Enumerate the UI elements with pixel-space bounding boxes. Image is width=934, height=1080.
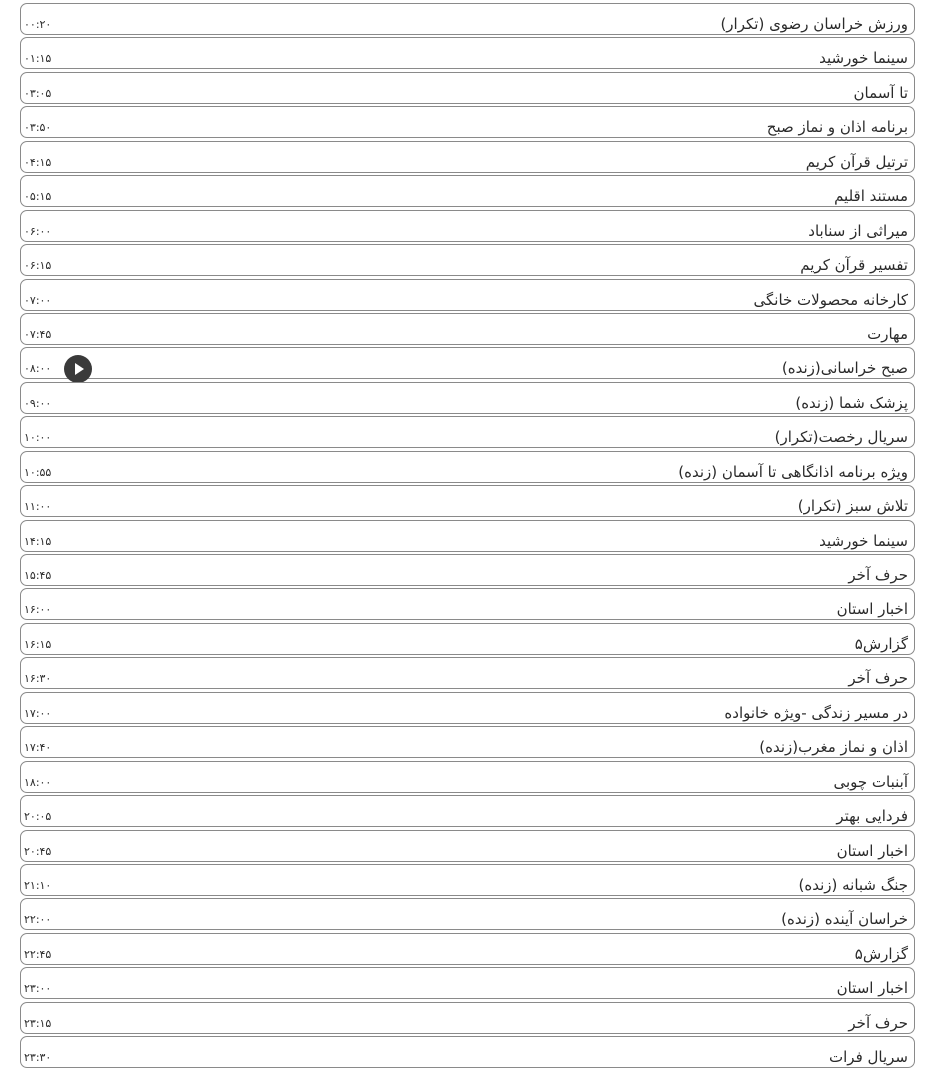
schedule-row[interactable] xyxy=(20,795,915,827)
program-time: ۰۵:۱۵ xyxy=(24,190,52,204)
schedule-row[interactable] xyxy=(20,520,915,552)
program-title: ترتیل قرآن کریم xyxy=(805,152,908,171)
program-title: میراثی از سناباد xyxy=(808,221,908,240)
schedule-row[interactable] xyxy=(20,864,915,896)
schedule-row[interactable] xyxy=(20,898,915,930)
program-time: ۲۱:۱۰ xyxy=(24,878,52,892)
program-time: ۰۷:۴۵ xyxy=(24,327,52,341)
schedule-row[interactable] xyxy=(20,554,915,586)
program-time: ۰۷:۰۰ xyxy=(24,293,52,307)
program-title: حرف آخر xyxy=(848,566,908,584)
program-title: مستند اقلیم xyxy=(834,187,908,206)
schedule-row[interactable] xyxy=(20,830,915,862)
program-time: ۰۳:۵۰ xyxy=(24,121,52,135)
program-title: پزشک شما (زنده) xyxy=(795,393,908,412)
program-time: ۱۷:۴۰ xyxy=(24,741,52,755)
schedule-row[interactable] xyxy=(20,485,915,517)
schedule-row[interactable] xyxy=(20,1036,915,1068)
program-title: اخبار استان xyxy=(836,979,908,998)
program-time: ۰۳:۰۵ xyxy=(24,86,52,100)
program-title: فردایی بهتر xyxy=(836,807,908,826)
program-time: ۱۷:۰۰ xyxy=(24,706,52,720)
program-title: برنامه اذان و نماز صبح xyxy=(766,118,908,137)
program-time: ۱۸:۰۰ xyxy=(24,775,52,789)
program-time: ۱۰:۵۵ xyxy=(24,465,52,479)
program-time: ۰۶:۱۵ xyxy=(24,259,52,273)
program-time: ۱۶:۰۰ xyxy=(24,603,52,617)
program-time: ۰۶:۰۰ xyxy=(24,224,52,238)
program-title: اخبار استان xyxy=(836,600,908,619)
schedule-row[interactable] xyxy=(20,244,915,276)
program-title: ورزش خراسان رضوی (تکرار) xyxy=(720,15,908,33)
schedule-row[interactable] xyxy=(20,451,915,483)
program-title: اخبار استان xyxy=(836,841,908,860)
program-title: مهارت xyxy=(867,324,908,343)
program-title: جنگ شبانه (زنده) xyxy=(798,875,908,894)
program-title: در مسیر زندگی -ویژه خانواده xyxy=(724,703,908,722)
program-title: سینما خورشید xyxy=(819,531,908,550)
program-time: ۰۴:۱۵ xyxy=(24,155,52,169)
program-time: ۱۶:۳۰ xyxy=(24,672,52,686)
program-title: سینما خورشید xyxy=(819,49,908,68)
program-title: ویژه برنامه اذانگاهی تا آسمان (زنده) xyxy=(678,462,908,481)
program-time: ۰۱:۱۵ xyxy=(24,52,52,66)
program-title: کارخانه محصولات خانگی xyxy=(753,290,908,309)
program-title: خراسان آینده (زنده) xyxy=(781,910,908,929)
program-time: ۱۵:۴۵ xyxy=(24,569,52,582)
program-time: ۲۲:۴۵ xyxy=(24,947,52,961)
schedule-row[interactable] xyxy=(20,175,915,207)
schedule-row[interactable] xyxy=(20,761,915,793)
schedule-row[interactable] xyxy=(20,347,915,379)
program-time: ۲۲:۰۰ xyxy=(24,913,52,927)
program-title: تلاش سبز (تکرار) xyxy=(797,497,908,516)
schedule-row[interactable] xyxy=(20,726,915,758)
program-title: گزارش۵ xyxy=(854,944,908,963)
schedule-row[interactable] xyxy=(20,967,915,999)
schedule-row[interactable] xyxy=(20,623,915,655)
program-title: حرف آخر xyxy=(848,1013,908,1032)
schedule-row[interactable] xyxy=(20,141,915,173)
schedule-row[interactable] xyxy=(20,313,915,345)
program-title: تفسیر قرآن کریم xyxy=(800,256,908,275)
program-time: ۲۰:۴۵ xyxy=(24,844,52,858)
program-title: تا آسمان xyxy=(853,83,908,102)
program-time: ۰۹:۰۰ xyxy=(24,396,52,410)
program-title: آبنبات چوبی xyxy=(833,772,908,791)
program-time: ۰۸:۰۰ xyxy=(24,362,52,376)
program-time: ۲۳:۱۵ xyxy=(24,1016,52,1030)
schedule-row[interactable] xyxy=(20,37,915,69)
play-icon[interactable] xyxy=(64,355,92,383)
schedule-row[interactable] xyxy=(20,72,915,104)
program-time: ۱۶:۱۵ xyxy=(24,637,52,651)
program-time: ۱۴:۱۵ xyxy=(24,534,52,548)
program-time: ۱۱:۰۰ xyxy=(24,500,52,514)
program-time: ۱۰:۰۰ xyxy=(24,431,52,445)
program-title: اذان و نماز مغرب(زنده) xyxy=(759,738,908,757)
schedule-row[interactable] xyxy=(20,3,915,35)
schedule-row[interactable] xyxy=(20,382,915,414)
schedule-row[interactable] xyxy=(20,692,915,724)
program-title: گزارش۵ xyxy=(854,634,908,653)
schedule-row[interactable] xyxy=(20,588,915,620)
program-time: ۲۳:۳۰ xyxy=(24,1051,52,1065)
program-time: ۲۳:۰۰ xyxy=(24,982,52,996)
program-title: سریال رخصت(تکرار) xyxy=(774,428,908,447)
program-title: سریال فرات xyxy=(829,1048,908,1067)
program-time: ۰۰:۲۰ xyxy=(24,18,52,31)
schedule-row[interactable] xyxy=(20,210,915,242)
program-title: حرف آخر xyxy=(848,669,908,688)
program-time: ۲۰:۰۵ xyxy=(24,810,52,824)
schedule-row[interactable] xyxy=(20,279,915,311)
schedule-row[interactable] xyxy=(20,106,915,138)
schedule-row[interactable] xyxy=(20,1002,915,1034)
schedule-row[interactable] xyxy=(20,416,915,448)
schedule-row[interactable] xyxy=(20,933,915,965)
schedule-row[interactable] xyxy=(20,657,915,689)
program-title: صبح خراسانی(زنده) xyxy=(781,359,908,378)
